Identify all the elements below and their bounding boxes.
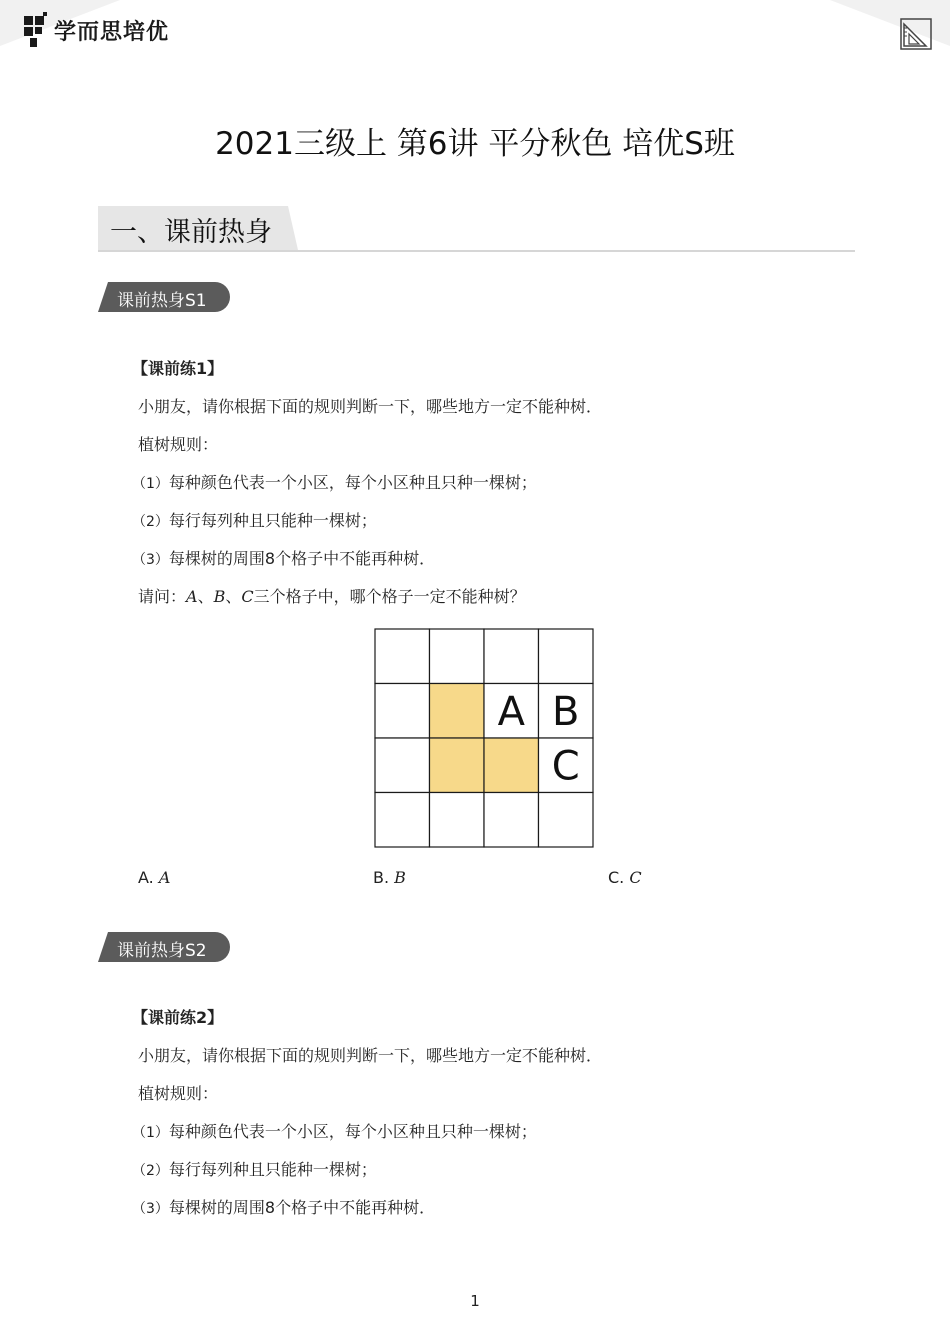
option-value: A (158, 868, 171, 887)
xueersi-logo-icon (22, 12, 50, 48)
brand-name: 学而思培优 (54, 19, 170, 45)
exercise-label: 【课前练2】 (132, 1008, 224, 1027)
grid-cell (375, 684, 430, 739)
question-separator: 、 (225, 587, 242, 606)
grid-letter-c: C (551, 743, 580, 790)
grid-cell (539, 629, 594, 684)
rule-number: （1） (132, 1125, 169, 1141)
option-c (608, 868, 642, 887)
exercise-question (138, 584, 526, 607)
grid-letter-a: A (497, 688, 525, 735)
exercise-label: 【课前练1】 (132, 359, 224, 378)
rules-title: 植树规则： (138, 435, 219, 454)
option-value: C (629, 868, 642, 887)
rule-number: （2） (132, 514, 169, 530)
grid-letter-b: B (552, 688, 580, 735)
rule-text: 每种颜色代表一个小区，每个小区种且只种一棵树； (168, 473, 537, 492)
exercise-intro: 小朋友，请你根据下面的规则判断一下，哪些地方一定不能种树． (138, 397, 603, 416)
grid-cell (484, 793, 539, 848)
grid-cell (430, 793, 485, 848)
rule-item (132, 1195, 435, 1218)
grid-cell-shaded (430, 684, 485, 739)
option-key: C. (608, 868, 625, 887)
brand-logo (22, 12, 169, 48)
option-value: B (394, 868, 406, 887)
grid-cell (430, 629, 485, 684)
rule-item (132, 546, 435, 569)
grid-figure (374, 628, 596, 850)
grid-cell (375, 629, 430, 684)
question-prefix: 请问： (138, 587, 187, 606)
document-title: 2021三级上 第6讲 平分秋色 培优S班 (215, 126, 735, 162)
page-number: 1 (470, 1292, 480, 1310)
tree-planting-grid (374, 628, 596, 854)
grid-cell-shaded (484, 738, 539, 793)
section-title: 一、课前热身 (110, 217, 272, 248)
rule-number: （3） (132, 1201, 169, 1217)
question-var-c: C (241, 587, 254, 606)
grid-cell (375, 738, 430, 793)
rule-text: 每行每列种且只能种一棵树； (168, 511, 377, 530)
option-b (373, 868, 406, 887)
rule-text: 每棵树的周围8个格子中不能再种树． (168, 549, 436, 568)
rule-item (132, 1157, 377, 1180)
question-suffix: 三个格子中，哪个格子一定不能种树？ (253, 587, 526, 606)
subsection-tag-label: 课前热身S2 (117, 941, 207, 961)
section-header (98, 206, 855, 252)
option-a (138, 868, 170, 887)
question-var-b: B (213, 587, 226, 606)
rule-item (132, 1119, 537, 1142)
grid-cell (539, 793, 594, 848)
grid-cell-shaded (430, 738, 485, 793)
grid-cell (375, 793, 430, 848)
rule-text: 每种颜色代表一个小区，每个小区种且只种一棵树； (168, 1122, 537, 1141)
header-corner-right (830, 0, 950, 46)
exercise-intro: 小朋友，请你根据下面的规则判断一下，哪些地方一定不能种树． (138, 1046, 603, 1065)
rule-text: 每棵树的周围8个格子中不能再种树． (168, 1198, 436, 1217)
rule-item (132, 508, 377, 531)
question-separator: 、 (197, 587, 214, 606)
ruler-triangle-icon (900, 18, 932, 54)
rule-text: 每行每列种且只能种一棵树； (168, 1160, 377, 1179)
option-key: A. (138, 868, 154, 887)
rule-number: （2） (132, 1163, 169, 1179)
question-var-a: A (186, 587, 198, 606)
subsection-tag-label: 课前热身S1 (117, 291, 207, 311)
rule-number: （3） (132, 552, 169, 568)
rule-number: （1） (132, 476, 169, 492)
rule-item (132, 470, 537, 493)
section-header-underline (98, 250, 855, 252)
option-key: B. (373, 868, 390, 887)
grid-cell (484, 629, 539, 684)
rules-title: 植树规则： (138, 1084, 219, 1103)
